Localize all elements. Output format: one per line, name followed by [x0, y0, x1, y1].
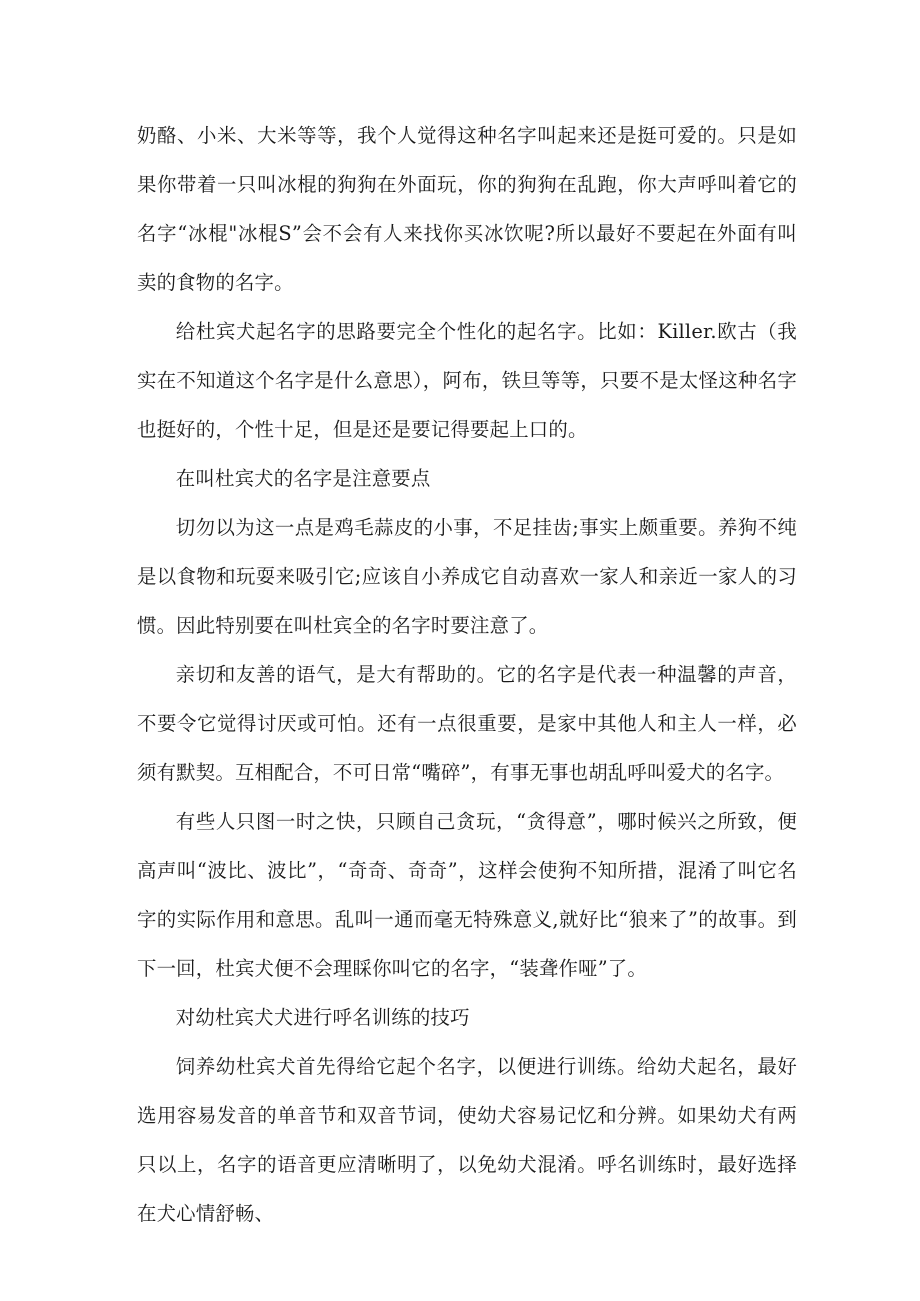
paragraph-friendly-tone: 亲切和友善的语气，是大有帮助的。它的名字是代表一种温馨的声音，不要令它觉得讨厌或可怕。还有一点很重要，是家中其他人和主人一样，必须有默契。互相配合，不可日常“嘴碎”，有事无事也胡乱呼叫爱犬的名字。 — [137, 663, 797, 784]
section-heading-name-training: 对幼杜宾犬犬进行呼名训练的技巧 — [175, 1006, 470, 1029]
paragraph-random-calling: 有些人只图一时之快，只顾自己贪玩，“贪得意”，哪时候兴之所致，便高声叫“波比、波比”，“奇奇、奇奇”，这样会使狗不知所措，混淆了叫它名字的实际作用和意思。乱叫一通而毫无特殊意义,就好比“狼来了”的故事。到下一回，杜宾犬便不会理睬你叫它的名字，“装聋作哑”了。 — [137, 810, 797, 980]
paragraph-puppy-naming: 饲养幼杜宾犬首先得给它起个名字，以便进行训练。给幼犬起名，最好选用容易发音的单音节和双音节词，使幼犬容易记忆和分辨。如果幼犬有两只以上，名字的语音更应清晰明了，以免幼犬混淆。呼名训练时，最好选择在犬心情舒畅、 — [137, 1055, 797, 1225]
paragraph-continuation: 奶酪、小米、大米等等，我个人觉得这种名字叫起来还是挺可爱的。只是如果你带着一只叫冰棍的狗狗在外面玩，你的狗狗在乱跑，你大声呼叫着它的名字“冰棍"冰棍S”会不会有人来找你买冰饮呢?所以最好不要起在外面有叫卖的食物的名字。 — [137, 124, 797, 294]
section-heading-naming-notes: 在叫杜宾犬的名字是注意要点 — [175, 467, 431, 490]
paragraph-naming-ideas: 给杜宾犬起名字的思路要完全个性化的起名字。比如：Killer.欧古（我实在不知道这个名字是什么意思），阿布，铁旦等等，只要不是太怪这种名字也挺好的，个性十足，但是还是要记得要起上口的。 — [137, 320, 797, 441]
paragraph-not-trivial: 切勿以为这一点是鸡毛蒜皮的小事，不足挂齿;事实上颇重要。养狗不纯是以食物和玩耍来吸引它;应该自小养成它自动喜欢一家人和亲近一家人的习惯。因此特别要在叫杜宾全的名字时要注意了。 — [137, 516, 797, 637]
